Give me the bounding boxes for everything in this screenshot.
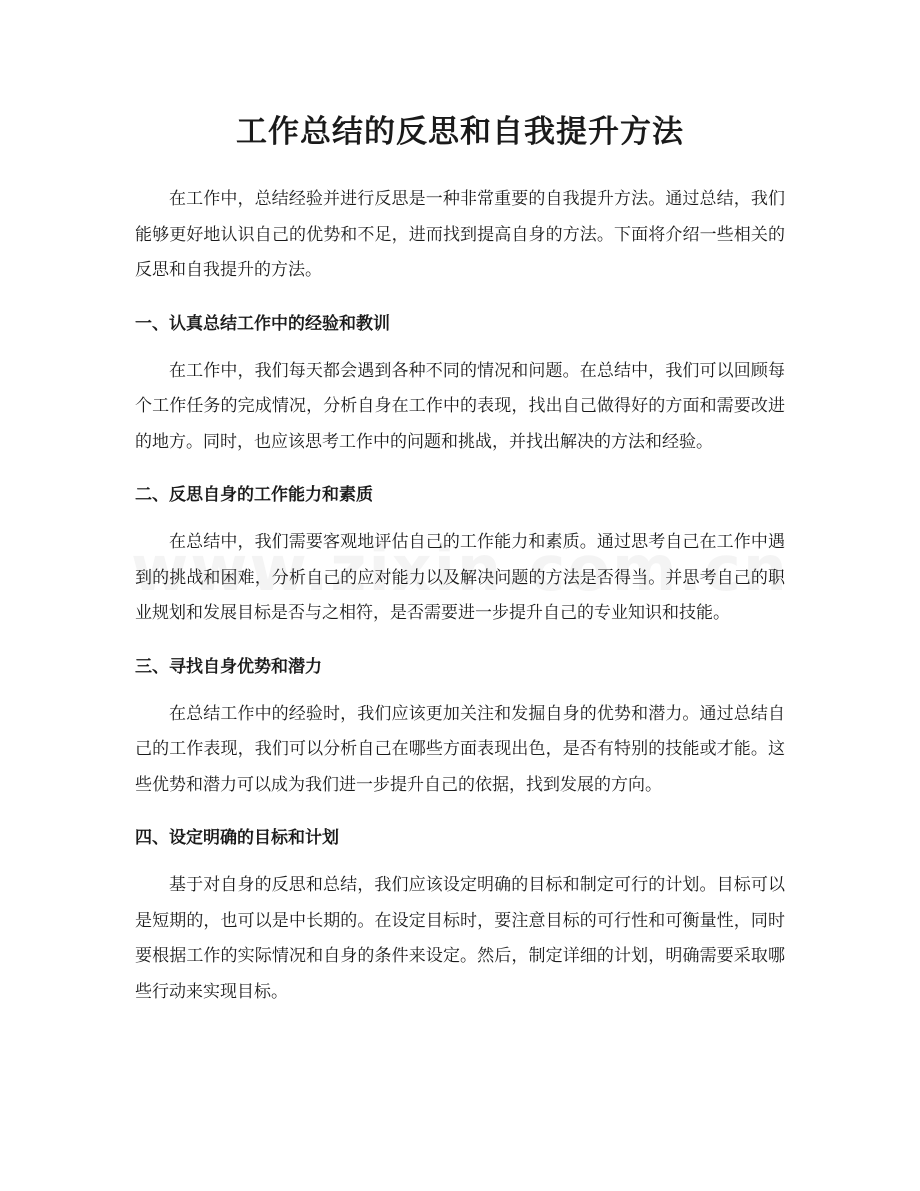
section-heading-1: 一、认真总结工作中的经验和教训 (135, 313, 390, 334)
section-heading-2: 二、反思自身的工作能力和素质 (135, 485, 373, 505)
intro-paragraph: 在工作中，总结经验并进行反思是一种非常重要的自我提升方法。通过总结，我们能够更好地认识自己的优势和不足，进而找到提高自身的方法。下面将介绍一些相关的反思和自我提升的方法。 (135, 189, 785, 280)
section-body-3: 在总结工作中的经验时，我们应该更加关注和发掘自身的优势和潜力。通过总结自己的工作表现，我们可以分析自己在哪些方面表现出色，是否有特别的技能或才能。这些优势和潜力可以成为我们进一步提升自己的依据，找到发展的方向。 (135, 703, 785, 795)
section-body-2: 在总结中，我们需要客观地评估自己的工作能力和素质。通过思考自己在工作中遇到的挑战和困难，分析自己的应对能力以及解决问题的方法是否得当。并思考自己的职业规划和发展目标是否与之相符，是否需要进一步提升自己的专业知识和技能。 (135, 532, 785, 623)
document-body (135, 182, 785, 1010)
section-heading-4: 四、设定明确的目标和计划 (135, 828, 339, 848)
section-body-1: 在工作中，我们每天都会遇到各种不同的情况和问题。在总结中，我们可以回顾每个工作任务的完成情况，分析自身在工作中的表现，找出自己做得好的方面和需要改进的地方。同时，也应该思考工作中的问题和挑战，并找出解决的方法和经验。 (135, 360, 785, 452)
document-title: 工作总结的反思和自我提升方法 (236, 114, 684, 150)
section-body-4: 基于对自身的反思和总结，我们应该设定明确的目标和制定可行的计划。目标可以是短期的，也可以是中长期的。在设定目标时，要注意目标的可行性和可衡量性，同时要根据工作的实际情况和自身的条件来设定。然后，制定详细的计划，明确需要采取哪些行动来实现目标。 (135, 875, 785, 1002)
section-heading-3: 三、寻找自身优势和潜力 (135, 656, 322, 677)
